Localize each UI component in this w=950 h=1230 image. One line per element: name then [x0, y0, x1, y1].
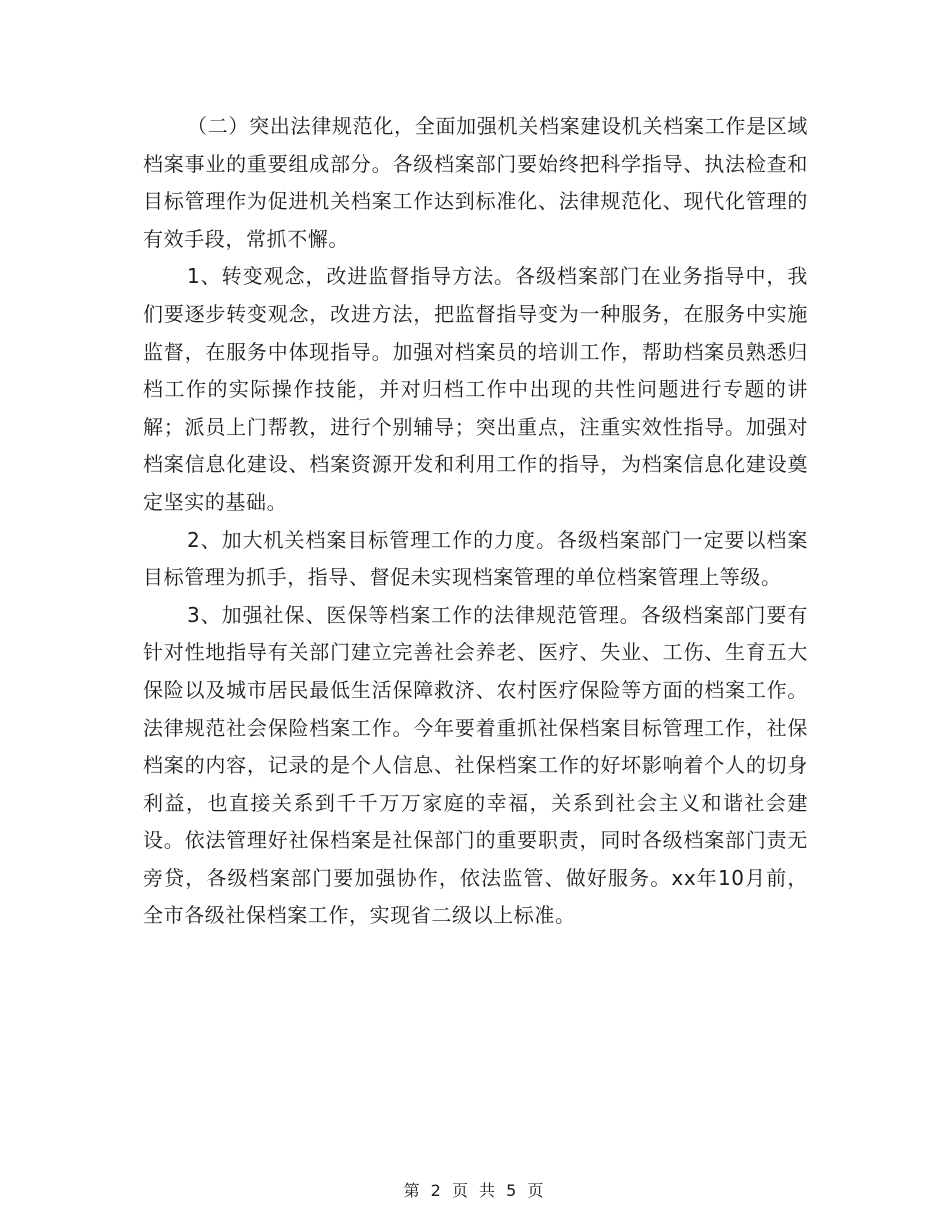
paragraph-section-heading: （二）突出法律规范化，全面加强机关档案建设机关档案工作是区域档案事业的重要组成部分。各级档案部门要始终把科学指导、执法检查和目标管理作为促进机关档案工作达到标准化、法律规范化、现代化管理的有效手段，常抓不懈。: [143, 114, 808, 251]
paragraph-item-1: 1、转变观念，改进监督指导方法。各级档案部门在业务指导中，我们要逐步转变观念，改进方法，把监督指导变为一种服务，在服务中实施监督，在服务中体现指导。加强对档案员的培训工作，帮助档案员熟悉归档工作的实际操作技能，并对归档工作中出现的共性问题进行专题的讲解；派员上门帮教，进行个别辅导；突出重点，注重实效性指导。加强对档案信息化建设、档案资源开发和利用工作的指导，为档案信息化建设奠定坚实的基础。: [143, 264, 808, 514]
paragraph-item-3: 3、加强社保、医保等档案工作的法律规范管理。各级档案部门要有针对性地指导有关部门建立完善社会养老、医疗、失业、工伤、生育五大保险以及城市居民最低生活保障救济、农村医疗保险等方面的档案工作。法律规范社会保险档案工作。今年要着重抓社保档案目标管理工作，社保档案的内容，记录的是个人信息、社保档案工作的好坏影响着个人的切身利益，也直接关系到千千万万家庭的幸福，关系到社会主义和谐社会建设。依法管理好社保档案是社保部门的重要职责，同时各级档案部门责无旁贷，各级档案部门要加强协作，依法监管、做好服务。xx年10月前，全市各级社保档案工作，实现省二级以上标准。: [143, 602, 808, 928]
document-body: [143, 108, 808, 935]
paragraph-item-2: 2、加大机关档案目标管理工作的力度。各级档案部门一定要以档案目标管理为抓手，指导、督促未实现档案管理的单位档案管理上等级。: [143, 527, 808, 590]
page-number-footer: 第 2 页 共 5 页: [403, 1181, 547, 1200]
